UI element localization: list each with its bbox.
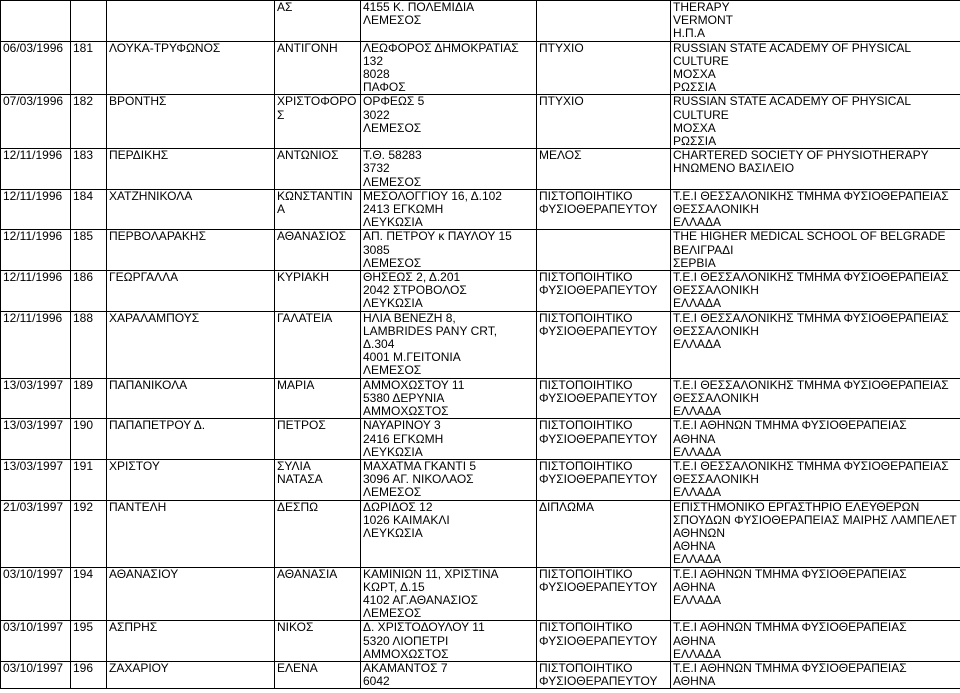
surname-cell: ΑΣΠΡΗΣ <box>107 621 275 662</box>
name-cell: ΑΘΑΝΑΣΙΟΣ <box>275 230 361 271</box>
table-row <box>1 230 960 271</box>
table-row <box>1 149 960 190</box>
institution-cell: THE HIGHER MEDICAL SCHOOL OF BELGRADE ΒΕΛΙΓΡΑΔΙ ΣΕΡΒΙΑ <box>671 230 960 271</box>
table-row <box>1 500 960 567</box>
number-cell: 188 <box>71 311 107 378</box>
name-cell: ΠΕΤΡΟΣ <box>275 419 361 460</box>
name-cell: ΓΑΛΑΤΕΙΑ <box>275 311 361 378</box>
address-cell: 4155 Κ. ΠΟΛΕΜΙΔΙΑ ΛΕΜΕΣΟΣ <box>361 1 537 42</box>
title-cell: ΜΕΛΟΣ <box>537 149 671 190</box>
name-cell: ΔΕΣΠΩ <box>275 500 361 567</box>
date-cell: 13/03/1997 <box>1 419 71 460</box>
institution-cell: Τ.Ε.Ι ΘΕΣΣΑΛΟΝΙΚΗΣ ΤΜΗΜΑ ΦΥΣΙΟΘΕΡΑΠΕΙΑΣ ΘΕΣΣΑΛΟΝΙΚΗ ΕΛΛΑΔΑ <box>671 311 960 378</box>
table-row <box>1 661 960 688</box>
title-cell: ΠΙΣΤΟΠΟΙΗΤΙΚΟ ΦΥΣΙΟΘΕΡΑΠΕΥΤΟΥ <box>537 661 671 688</box>
institution-cell: THERAPY VERMONT Η.Π.Α <box>671 1 960 42</box>
name-cell: ΕΛΕΝΑ <box>275 661 361 688</box>
institution-cell: CHARTERED SOCIETY OF PHYSIOTHERAPY ΗΝΩΜΕΝΟ ΒΑΣΙΛΕΙΟ <box>671 149 960 190</box>
table-row <box>1 95 960 149</box>
surname-cell: ΠΕΡΔΙΚΗΣ <box>107 149 275 190</box>
address-cell: ΟΡΦΕΩΣ 5 3022 ΛΕΜΕΣΟΣ <box>361 95 537 149</box>
institution-cell: Τ.Ε.Ι ΘΕΣΣΑΛΟΝΙΚΗΣ ΤΜΗΜΑ ΦΥΣΙΟΘΕΡΑΠΕΙΑΣ ΘΕΣΣΑΛΟΝΙΚΗ ΕΛΛΑΔΑ <box>671 271 960 312</box>
table-row <box>1 567 960 621</box>
name-cell: ΑΝΤΩΝΙΟΣ <box>275 149 361 190</box>
name-cell: ΚΥΡΙΑΚΗ <box>275 271 361 312</box>
table-row <box>1 419 960 460</box>
table-row <box>1 271 960 312</box>
title-cell: ΠΤΥΧΙΟ <box>537 41 671 95</box>
address-cell: ΑΠ. ΠΕΤΡΟΥ κ ΠΑΥΛΟΥ 15 3085 ΛΕΜΕΣΟΣ <box>361 230 537 271</box>
date-cell: 13/03/1997 <box>1 459 71 500</box>
number-cell <box>71 1 107 42</box>
title-cell <box>537 230 671 271</box>
title-cell: ΔΙΠΛΩΜΑ <box>537 500 671 567</box>
table-row <box>1 1 960 42</box>
date-cell: 12/11/1996 <box>1 311 71 378</box>
number-cell: 183 <box>71 149 107 190</box>
title-cell: ΠΙΣΤΟΠΟΙΗΤΙΚΟ ΦΥΣΙΟΘΕΡΑΠΕΥΤΟΥ <box>537 378 671 419</box>
date-cell: 12/11/1996 <box>1 189 71 230</box>
number-cell: 191 <box>71 459 107 500</box>
surname-cell: ΛΟΥΚΑ-ΤΡΥΦΩΝΟΣ <box>107 41 275 95</box>
address-cell: ΛΕΩΦΟΡΟΣ ΔΗΜΟΚΡΑΤΙΑΣ 132 8028 ΠΑΦΟΣ <box>361 41 537 95</box>
surname-cell: ΠΑΝΤΕΛΗ <box>107 500 275 567</box>
address-cell: Δ. ΧΡΙΣΤΟΔΟΥΛΟΥ 11 5320 ΛΙΟΠΕΤΡΙ ΑΜΜΟΧΩΣΤΟΣ <box>361 621 537 662</box>
title-cell: ΠΤΥΧΙΟ <box>537 95 671 149</box>
address-cell: Τ.Θ. 58283 3732 ΛΕΜΕΣΟΣ <box>361 149 537 190</box>
name-cell: ΑΣ <box>275 1 361 42</box>
name-cell: ΧΡΙΣΤΟΦΟΡΟ Σ <box>275 95 361 149</box>
institution-cell: Τ.Ε.Ι ΑΘΗΝΩΝ ΤΜΗΜΑ ΦΥΣΙΟΘΕΡΑΠΕΙΑΣ ΑΘΗΝΑ ΕΛΛΑΔΑ <box>671 621 960 662</box>
name-cell: ΑΘΑΝΑΣΙΑ <box>275 567 361 621</box>
name-cell: ΣΥΛΙΑ ΝΑΤΑΣΑ <box>275 459 361 500</box>
number-cell: 195 <box>71 621 107 662</box>
surname-cell: ΠΑΠΑΠΕΤΡΟΥ Δ. <box>107 419 275 460</box>
table-row <box>1 459 960 500</box>
date-cell: 13/03/1997 <box>1 378 71 419</box>
title-cell: ΠΙΣΤΟΠΟΙΗΤΙΚΟ ΦΥΣΙΟΘΕΡΑΠΕΥΤΟΥ <box>537 311 671 378</box>
date-cell: 03/10/1997 <box>1 661 71 688</box>
surname-cell: ΓΕΩΡΓΑΛΛΑ <box>107 271 275 312</box>
date-cell: 03/10/1997 <box>1 621 71 662</box>
address-cell: ΑΜΜΟΧΩΣΤΟΥ 11 5380 ΔΕΡΥΝΙΑ ΑΜΜΟΧΩΣΤΟΣ <box>361 378 537 419</box>
table-row <box>1 378 960 419</box>
title-cell: ΠΙΣΤΟΠΟΙΗΤΙΚΟ ΦΥΣΙΟΘΕΡΑΠΕΥΤΟΥ <box>537 459 671 500</box>
title-cell: ΠΙΣΤΟΠΟΙΗΤΙΚΟ ΦΥΣΙΟΘΕΡΑΠΕΥΤΟΥ <box>537 567 671 621</box>
number-cell: 192 <box>71 500 107 567</box>
title-cell: ΠΙΣΤΟΠΟΙΗΤΙΚΟ ΦΥΣΙΟΘΕΡΑΠΕΥΤΟΥ <box>537 621 671 662</box>
institution-cell: Τ.Ε.Ι ΘΕΣΣΑΛΟΝΙΚΗΣ ΤΜΗΜΑ ΦΥΣΙΟΘΕΡΑΠΕΙΑΣ ΘΕΣΣΑΛΟΝΙΚΗ ΕΛΛΑΔΑ <box>671 378 960 419</box>
date-cell: 07/03/1996 <box>1 95 71 149</box>
number-cell: 185 <box>71 230 107 271</box>
table-row <box>1 311 960 378</box>
institution-cell: Τ.Ε.Ι ΘΕΣΣΑΛΟΝΙΚΗΣ ΤΜΗΜΑ ΦΥΣΙΟΘΕΡΑΠΕΙΑΣ ΘΕΣΣΑΛΟΝΙΚΗ ΕΛΛΑΔΑ <box>671 189 960 230</box>
surname-cell: ΧΡΙΣΤΟΥ <box>107 459 275 500</box>
institution-cell: Τ.Ε.Ι ΑΘΗΝΩΝ ΤΜΗΜΑ ΦΥΣΙΟΘΕΡΑΠΕΙΑΣ ΑΘΗΝΑ ΕΛΛΑΔΑ <box>671 567 960 621</box>
institution-cell: ΕΠΙΣΤΗΜΟΝΙΚΟ ΕΡΓΑΣΤΗΡΙΟ ΕΛΕΥΘΕΡΩΝ ΣΠΟΥΔΩΝ ΦΥΣΙΟΘΕΡΑΠΕΙΑΣ ΜΑΙΡΗΣ ΛΑΜΠΕΛΕΤ ΑΘΗΝΩΝ ΑΘΗΝΑ ΕΛΛΑΔΑ <box>671 500 960 567</box>
institution-cell: Τ.Ε.Ι ΘΕΣΣΑΛΟΝΙΚΗΣ ΤΜΗΜΑ ΦΥΣΙΟΘΕΡΑΠΕΙΑΣ ΘΕΣΣΑΛΟΝΙΚΗ ΕΛΛΑΔΑ <box>671 459 960 500</box>
title-cell <box>537 1 671 42</box>
number-cell: 190 <box>71 419 107 460</box>
name-cell: ΚΩΝΣΤΑΝΤΙΝ Α <box>275 189 361 230</box>
address-cell: ΜΑΧΑΤΜΑ ΓΚΑΝΤΙ 5 3096 ΑΓ. ΝΙΚΟΛΑΟΣ ΛΕΜΕΣΟΣ <box>361 459 537 500</box>
date-cell: 12/11/1996 <box>1 149 71 190</box>
number-cell: 181 <box>71 41 107 95</box>
surname-cell: ΧΑΡΑΛΑΜΠΟΥΣ <box>107 311 275 378</box>
number-cell: 184 <box>71 189 107 230</box>
title-cell: ΠΙΣΤΟΠΟΙΗΤΙΚΟ ΦΥΣΙΟΘΕΡΑΠΕΥΤΟΥ <box>537 271 671 312</box>
institution-cell: RUSSIAN STATE ACADEMY OF PHYSICAL CULTURE ΜΟΣΧΑ ΡΩΣΣΙΑ <box>671 95 960 149</box>
registry-rows <box>1 1 960 689</box>
address-cell: ΝΑΥΑΡΙΝΟΥ 3 2416 ΕΓΚΩΜΗ ΛΕΥΚΩΣΙΑ <box>361 419 537 460</box>
date-cell: 21/03/1997 <box>1 500 71 567</box>
date-cell: 03/10/1997 <box>1 567 71 621</box>
institution-cell: Τ.Ε.Ι ΑΘΗΝΩΝ ΤΜΗΜΑ ΦΥΣΙΟΘΕΡΑΠΕΙΑΣ ΑΘΗΝΑ <box>671 661 960 688</box>
institution-cell: Τ.Ε.Ι ΑΘΗΝΩΝ ΤΜΗΜΑ ΦΥΣΙΟΘΕΡΑΠΕΙΑΣ ΑΘΗΝΑ ΕΛΛΑΔΑ <box>671 419 960 460</box>
address-cell: ΗΛΙΑ ΒΕΝΕΖΗ 8, LAMBRIDES PANY CRT, Δ.304 4001 Μ.ΓΕΙΤΟΝΙΑ ΛΕΜΕΣΟΣ <box>361 311 537 378</box>
date-cell: 12/11/1996 <box>1 230 71 271</box>
surname-cell: ΖΑΧΑΡΙΟΥ <box>107 661 275 688</box>
name-cell: ΝΙΚΟΣ <box>275 621 361 662</box>
address-cell: ΘΗΣΕΩΣ 2, Δ.201 2042 ΣΤΡΟΒΟΛΟΣ ΛΕΥΚΩΣΙΑ <box>361 271 537 312</box>
name-cell: ΑΝΤΙΓΟΝΗ <box>275 41 361 95</box>
table-row <box>1 41 960 95</box>
surname-cell: ΠΑΠΑΝΙΚΟΛΑ <box>107 378 275 419</box>
number-cell: 194 <box>71 567 107 621</box>
table-row <box>1 189 960 230</box>
surname-cell: ΧΑΤΖΗΝΙΚΟΛΑ <box>107 189 275 230</box>
date-cell <box>1 1 71 42</box>
address-cell: ΚΑΜΙΝΙΩΝ 11, ΧΡΙΣΤΙΝΑ ΚΩΡΤ, Δ.15 4102 ΑΓ.ΑΘΑΝΑΣΙΟΣ ΛΕΜΕΣΟΣ <box>361 567 537 621</box>
table-row <box>1 621 960 662</box>
number-cell: 196 <box>71 661 107 688</box>
institution-cell: RUSSIAN STATE ACADEMY OF PHYSICAL CULTURE ΜΟΣΧΑ ΡΩΣΣΙΑ <box>671 41 960 95</box>
name-cell: ΜΑΡΙΑ <box>275 378 361 419</box>
surname-cell <box>107 1 275 42</box>
number-cell: 182 <box>71 95 107 149</box>
address-cell: ΑΚΑΜΑΝΤΟΣ 7 6042 <box>361 661 537 688</box>
date-cell: 12/11/1996 <box>1 271 71 312</box>
surname-cell: ΑΘΑΝΑΣΙΟΥ <box>107 567 275 621</box>
title-cell: ΠΙΣΤΟΠΟΙΗΤΙΚΟ ΦΥΣΙΟΘΕΡΑΠΕΥΤΟΥ <box>537 419 671 460</box>
surname-cell: ΒΡΟΝΤΗΣ <box>107 95 275 149</box>
surname-cell: ΠΕΡΒΟΛΑΡΑΚΗΣ <box>107 230 275 271</box>
date-cell: 06/03/1996 <box>1 41 71 95</box>
title-cell: ΠΙΣΤΟΠΟΙΗΤΙΚΟ ΦΥΣΙΟΘΕΡΑΠΕΥΤΟΥ <box>537 189 671 230</box>
address-cell: ΔΩΡΙΔΟΣ 12 1026 ΚΑΙΜΑΚΛΙ ΛΕΥΚΩΣΙΑ <box>361 500 537 567</box>
address-cell: ΜΕΣΟΛΟΓΓΙΟΥ 16, Δ.102 2413 ΕΓΚΩΜΗ ΛΕΥΚΩΣΙΑ <box>361 189 537 230</box>
number-cell: 189 <box>71 378 107 419</box>
number-cell: 186 <box>71 271 107 312</box>
